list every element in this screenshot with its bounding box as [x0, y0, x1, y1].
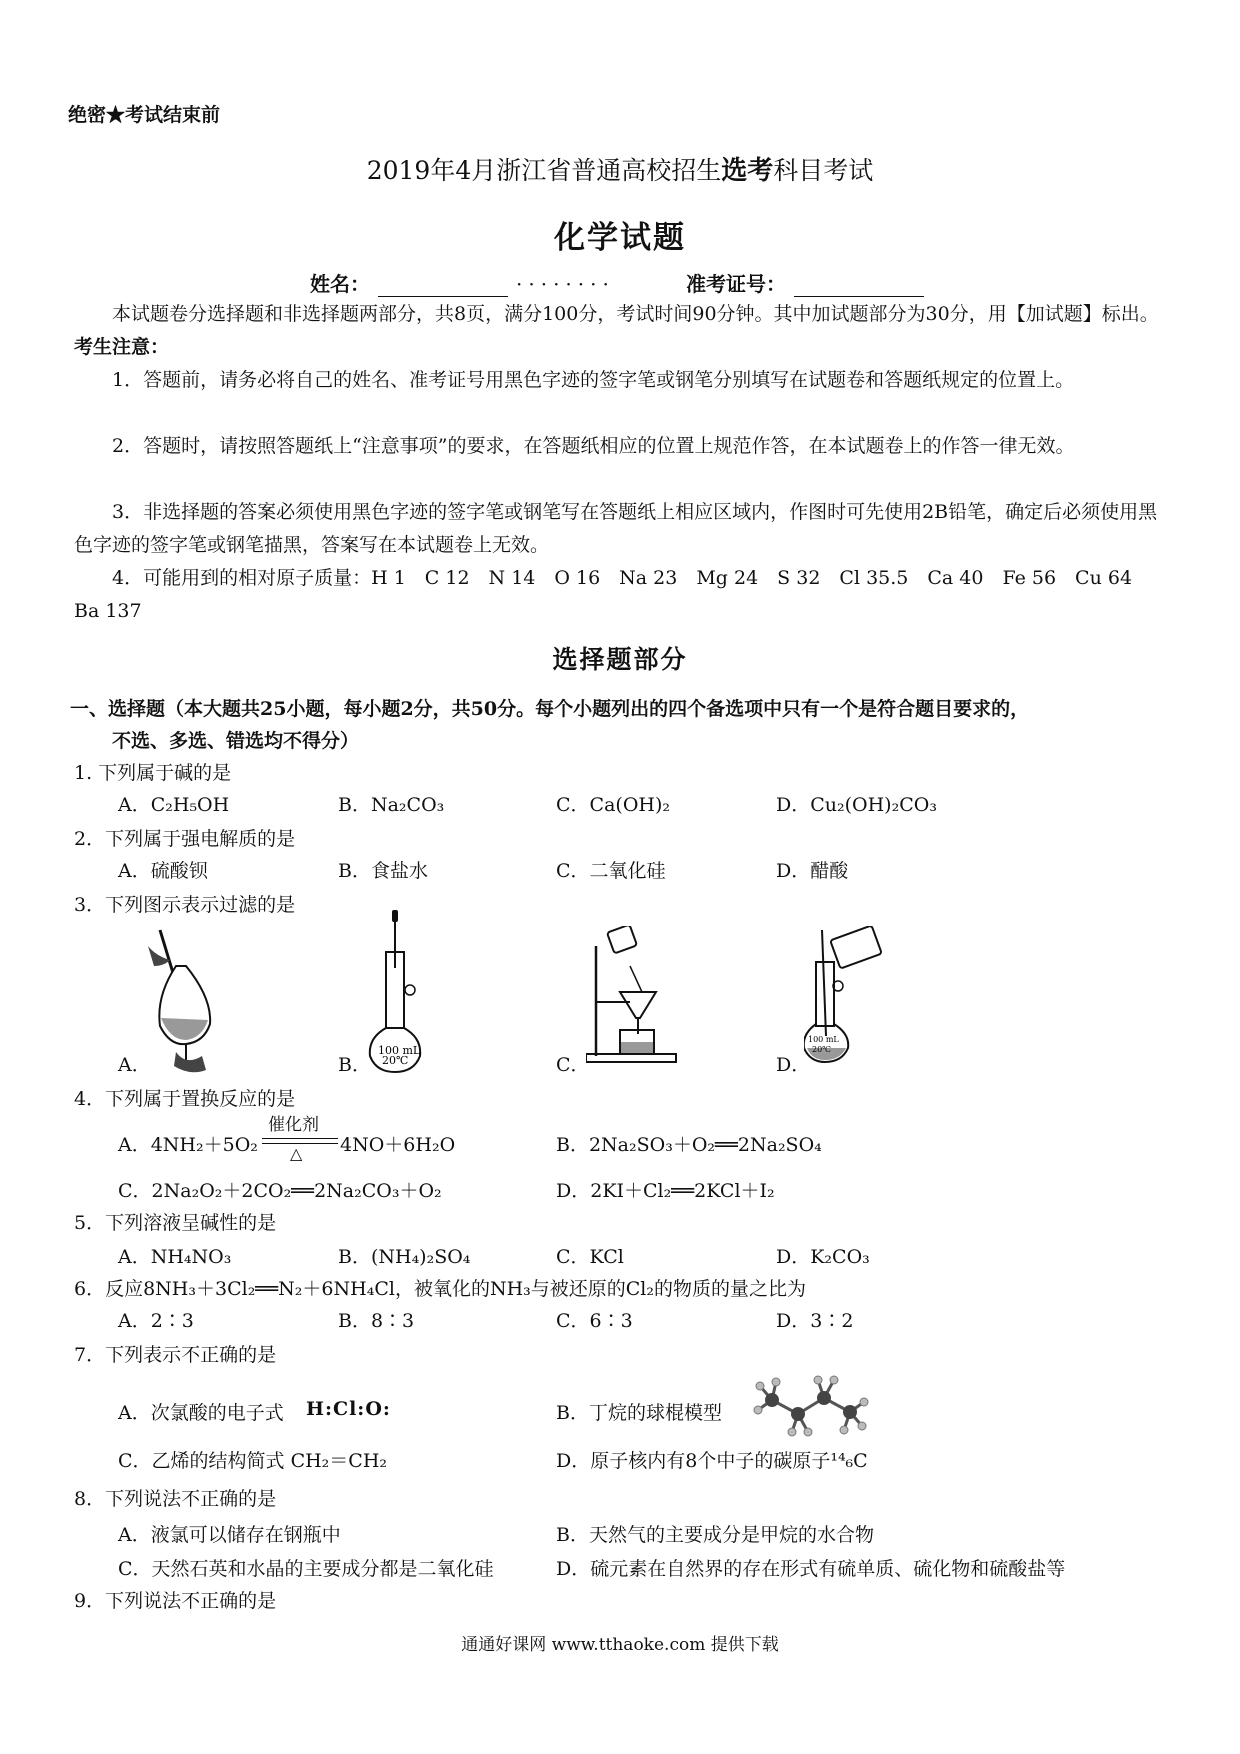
q4-option-a-right: 4NO＋6H₂O	[340, 1134, 456, 1156]
flask-d-volume-label: 100 mL	[808, 1035, 839, 1044]
q1-option-c: C．Ca(OH)₂	[556, 794, 670, 816]
q2-option-b: B．食盐水	[338, 860, 428, 882]
q6-option-d: D．3∶2	[776, 1310, 854, 1332]
q2-option-d: D．醋酸	[776, 860, 849, 882]
q8-option-d: D．硫元素在自然界的存在形式有硫单质、硫化物和硫酸盐等	[556, 1558, 1066, 1580]
q4-equals-line-top	[262, 1138, 338, 1139]
section-instructions-2: 不选、多选、错选均不得分）	[112, 730, 360, 752]
q7-option-d: D．原子核内有8个中子的碳原子¹⁴₆C	[556, 1450, 868, 1472]
notice-1: 1．答题前，请务必将自己的姓名、准考证号用黑色字迹的签字笔或钢笔分别填写在试题卷和答题纸规定的位置上。	[112, 369, 1075, 391]
q1-option-b: B．Na₂CO₃	[338, 794, 445, 816]
exam-title-pre: 2019年4月浙江省普通高校招生	[366, 156, 722, 185]
q8-option-c: C．天然石英和水晶的主要成分都是二氧化硅	[118, 1558, 494, 1580]
flask-d-temp-label: 20℃	[812, 1045, 832, 1054]
q3-option-d: D．	[776, 1054, 811, 1076]
q7-option-b: B．丁烷的球棍模型	[556, 1402, 722, 1424]
section-instructions-1: 一、选择题（本大题共25小题，每小题2分，共50分。每个小题列出的四个备选项中只有一个是符合题目要求的，	[70, 698, 1030, 720]
section-title: 选择题部分	[552, 645, 688, 674]
intro-paragraph	[74, 298, 1174, 364]
question-7: 7．下列表示不正确的是	[74, 1344, 277, 1366]
q3-option-c: C．	[556, 1054, 590, 1076]
notice-3: 3．非选择题的答案必须使用黑色字迹的签字笔或钢笔写在答题纸上相应区域内，作图时可先使用2B铅笔，确定后必须使用黑色字迹的签字笔或钢笔描黑，答案写在本试题卷上无效。	[74, 501, 1158, 556]
q5-option-c: C．KCl	[556, 1246, 624, 1268]
q1-option-d: D．Cu₂(OH)₂CO₃	[776, 794, 937, 816]
intro-text: 本试题卷分选择题和非选择题两部分，共8页，满分100分，考试时间90分钟。其中加试题部分为30分，用【加试题】标出。	[112, 303, 1159, 325]
flask-pouring-figure	[804, 926, 904, 1066]
question-3: 3．下列图示表示过滤的是	[74, 894, 296, 916]
subject-title: 化学试题	[554, 220, 686, 256]
exam-id-label: 准考证号：	[686, 272, 786, 296]
q5-option-b: B．(NH₄)₂SO₄	[338, 1246, 471, 1268]
q3-option-b: B．	[338, 1054, 371, 1076]
exam-title-bold: 选考	[721, 156, 774, 186]
flask-b-temp-label: 20℃	[382, 1054, 409, 1067]
q7-option-a: A．次氯酸的电子式	[118, 1402, 284, 1424]
q2-option-a: A．硫酸钡	[118, 860, 208, 882]
q4-option-c: C．2Na₂O₂＋2CO₂══2Na₂CO₃＋O₂	[118, 1180, 442, 1202]
filtration-setup-figure	[586, 926, 686, 1066]
notice-2: 2．答题时，请按照答题纸上“注意事项”的要求，在答题纸相应的位置上规范作答，在本试题卷上的作答一律无效。	[112, 435, 1075, 457]
q3-option-a: A．	[118, 1054, 151, 1076]
question-4: 4．下列属于置换反应的是	[74, 1088, 296, 1110]
flask-b-volume-label: 100 mL	[378, 1044, 421, 1057]
q6-option-b: B．8∶3	[338, 1310, 415, 1332]
q6-option-a: A．2∶3	[118, 1310, 194, 1332]
page-footer: 通通好课网 www.tthaoke.com 提供下载	[461, 1635, 779, 1655]
volumetric-flask-dropper-figure	[366, 908, 446, 1076]
q8-option-a: A．液氯可以储存在钢瓶中	[118, 1524, 341, 1546]
q6-option-c: C．6∶3	[556, 1310, 633, 1332]
q8-option-b: B．天然气的主要成分是甲烷的水合物	[556, 1524, 874, 1546]
question-1: 1. 下列属于碱的是	[74, 762, 232, 784]
question-6: 6．反应8NH₃＋3Cl₂══N₂＋6NH₄Cl，被氧化的NH₃与被还原的Cl₂的物质的量之比为	[74, 1278, 806, 1300]
q4-catalyst-label: 催化剂	[268, 1115, 319, 1135]
q1-option-a: A．C₂H₅OH	[118, 794, 230, 816]
question-2: 2．下列属于强电解质的是	[74, 828, 296, 850]
q5-option-a: A．NH₄NO₃	[118, 1246, 232, 1268]
q4-heat-symbol: △	[290, 1144, 303, 1163]
question-5: 5．下列溶液呈碱性的是	[74, 1212, 277, 1234]
name-row	[310, 268, 932, 297]
q7-electron-formula: H:Cl:O:	[306, 1398, 391, 1420]
q7-option-c: C．乙烯的结构简式 CH₂＝CH₂	[118, 1450, 388, 1472]
q2-option-c: C．二氧化硅	[556, 860, 666, 882]
notice-heading: 考生注意：	[74, 336, 170, 358]
butane-ball-stick-model	[752, 1370, 872, 1440]
name-label: 姓名：	[310, 272, 370, 296]
question-8: 8．下列说法不正确的是	[74, 1488, 277, 1510]
separatory-funnel-figure	[146, 926, 226, 1076]
confidential-label: 绝密★考试结束前	[68, 104, 221, 126]
dotted-separator: ········	[516, 272, 615, 296]
notice-4: 4．可能用到的相对原子质量：H 1 C 12 N 14 O 16 Na 23 Mg 24 S 32 Cl 35.5 Ca 40 Fe 56 Cu 64 Ba 137	[74, 567, 1152, 622]
q5-option-d: D．K₂CO₃	[776, 1246, 870, 1268]
question-9: 9．下列说法不正确的是	[74, 1590, 277, 1612]
exam-id-blank[interactable]	[794, 278, 924, 297]
exam-title-post: 科目考试	[773, 156, 874, 185]
exam-title	[0, 150, 1240, 187]
q4-option-b: B．2Na₂SO₃＋O₂══2Na₂SO₄	[556, 1134, 822, 1156]
name-blank[interactable]	[378, 278, 508, 297]
q4-option-d: D．2KI＋Cl₂══2KCl＋I₂	[556, 1180, 775, 1202]
q4-option-a-left: A．4NH₂＋5O₂	[118, 1134, 258, 1156]
